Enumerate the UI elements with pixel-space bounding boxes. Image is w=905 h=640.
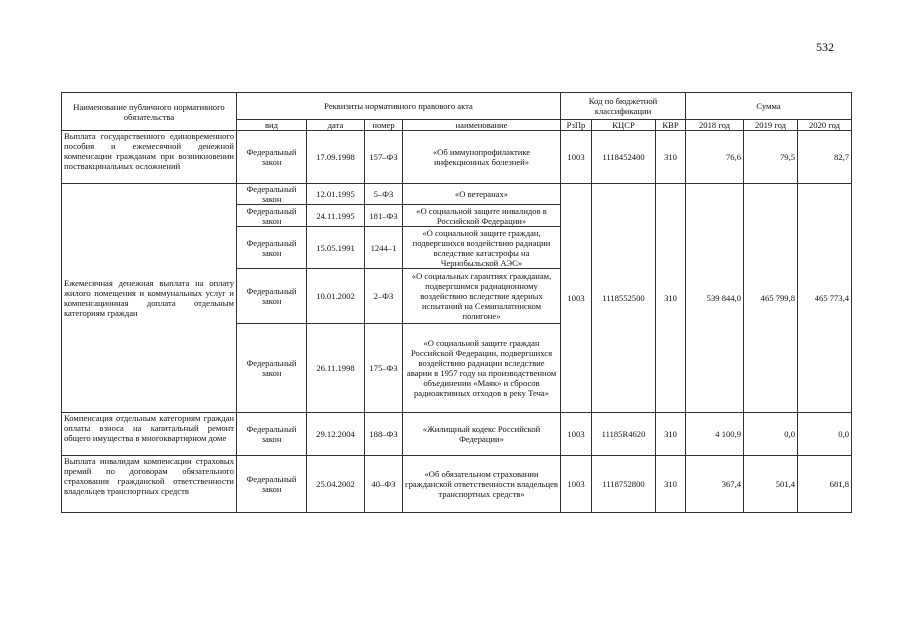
budget-table — [61, 92, 852, 513]
act-kind: Федеральный закон — [237, 131, 307, 184]
amount-2018: 4 100,9 — [686, 413, 744, 456]
kcsr-cell: 1118552500 — [592, 184, 656, 413]
act-date: 12.01.1995 — [307, 184, 365, 205]
act-number: 40–ФЗ — [365, 456, 403, 513]
header-rzpr: РзПр — [561, 120, 592, 131]
page-number: 532 — [816, 40, 834, 54]
header-2018: 2018 год — [686, 120, 744, 131]
header-kind: вид — [237, 120, 307, 131]
act-name: «О ветеранах» — [403, 184, 561, 205]
act-kind: Федеральный закон — [237, 227, 307, 269]
act-name: «О социальной защите инвалидов в Российской Федерации» — [403, 205, 561, 227]
amount-2020: 465 773,4 — [798, 184, 852, 413]
kcsr-cell: 1118752800 — [592, 456, 656, 513]
obligation-cell: Компенсация отдельным категориям граждан оплаты взноса на капитальный ремонт общего имущества в многоквартирном доме — [62, 413, 237, 456]
kvr-cell: 310 — [656, 413, 686, 456]
rzpr-cell: 1003 — [561, 413, 592, 456]
kvr-cell: 310 — [656, 131, 686, 184]
amount-2019: 465 799,8 — [744, 184, 798, 413]
act-kind: Федеральный закон — [237, 456, 307, 513]
header-kcsr: КЦСР — [592, 120, 656, 131]
act-date: 26.11.1998 — [307, 324, 365, 413]
header-amount: Сумма — [686, 93, 852, 120]
obligation-cell: Выплата государственного единовременного пособия и ежемесячной денежной компенсации гражданам при возникновении поствакцинальных осложнений — [62, 131, 237, 184]
act-kind: Федеральный закон — [237, 269, 307, 324]
rzpr-cell: 1003 — [561, 456, 592, 513]
header-number: номер — [365, 120, 403, 131]
act-number: 5–ФЗ — [365, 184, 403, 205]
act-name: «О социальной защите граждан, подвергшихся воздействию радиации вследствие катастрофы на Чернобыльской АЭС» — [403, 227, 561, 269]
act-kind: Федеральный закон — [237, 324, 307, 413]
header-obligation: Наименование публичного нормативного обязательства — [62, 93, 237, 131]
act-number: 1244–1 — [365, 227, 403, 269]
act-name: «Об иммунопрофилактике инфекционных болезней» — [403, 131, 561, 184]
act-date: 10.01.2002 — [307, 269, 365, 324]
amount-2018: 76,6 — [686, 131, 744, 184]
header-2019: 2019 год — [744, 120, 798, 131]
act-number: 157–ФЗ — [365, 131, 403, 184]
table-row — [62, 184, 852, 205]
rzpr-cell: 1003 — [561, 131, 592, 184]
table-row — [62, 131, 852, 184]
amount-2019: 0,0 — [744, 413, 798, 456]
table-row — [62, 456, 852, 513]
amount-2020: 82,7 — [798, 131, 852, 184]
header-name: наименование — [403, 120, 561, 131]
act-date: 25.04.2002 — [307, 456, 365, 513]
header-budget-code: Код по бюджетной классификации — [561, 93, 686, 120]
rzpr-cell: 1003 — [561, 184, 592, 413]
header-date: дата — [307, 120, 365, 131]
amount-2020: 681,8 — [798, 456, 852, 513]
table-row — [62, 413, 852, 456]
act-kind: Федеральный закон — [237, 413, 307, 456]
act-name: «Об обязательном страховании гражданской ответственности владельцев транспортных средств» — [403, 456, 561, 513]
header-requisites: Реквизиты нормативного правового акта — [237, 93, 561, 120]
kcsr-cell: 11185R4620 — [592, 413, 656, 456]
amount-2019: 501,4 — [744, 456, 798, 513]
act-number: 188–ФЗ — [365, 413, 403, 456]
act-kind: Федеральный закон — [237, 184, 307, 205]
kvr-cell: 310 — [656, 184, 686, 413]
amount-2019: 79,5 — [744, 131, 798, 184]
act-date: 29.12.2004 — [307, 413, 365, 456]
act-name: «О социальных гарантиях гражданам, подвергшимся радиационному воздействию вследствие ядерных испытаний на Семипалатинском полигоне» — [403, 269, 561, 324]
obligation-cell: Ежемесячная денежная выплата на оплату жилого помещения и коммунальных услуг и компенсационная доплата отдельным категориям граждан — [62, 184, 237, 413]
act-date: 15.05.1991 — [307, 227, 365, 269]
amount-2018: 539 844,0 — [686, 184, 744, 413]
act-number: 2–ФЗ — [365, 269, 403, 324]
kvr-cell: 310 — [656, 456, 686, 513]
act-date: 24.11.1995 — [307, 205, 365, 227]
kcsr-cell: 1118452400 — [592, 131, 656, 184]
amount-2020: 0,0 — [798, 413, 852, 456]
act-number: 181–ФЗ — [365, 205, 403, 227]
act-name: «Жилищный кодекс Российской Федерации» — [403, 413, 561, 456]
act-date: 17.09.1998 — [307, 131, 365, 184]
header-kvr: КВР — [656, 120, 686, 131]
act-number: 175–ФЗ — [365, 324, 403, 413]
amount-2018: 367,4 — [686, 456, 744, 513]
header-2020: 2020 год — [798, 120, 852, 131]
act-kind: Федеральный закон — [237, 205, 307, 227]
obligation-cell: Выплата инвалидам компенсации страховых премий по договорам обязательного страхования гражданской ответственности владельцев транспортных средств — [62, 456, 237, 513]
act-name: «О социальной защите граждан Российской Федерации, подвергшихся воздействию радиации вследствие аварии в 1957 году на производственном объединении «Маяк» и сбросов радиоактивных отходов в реку Теча» — [403, 324, 561, 413]
